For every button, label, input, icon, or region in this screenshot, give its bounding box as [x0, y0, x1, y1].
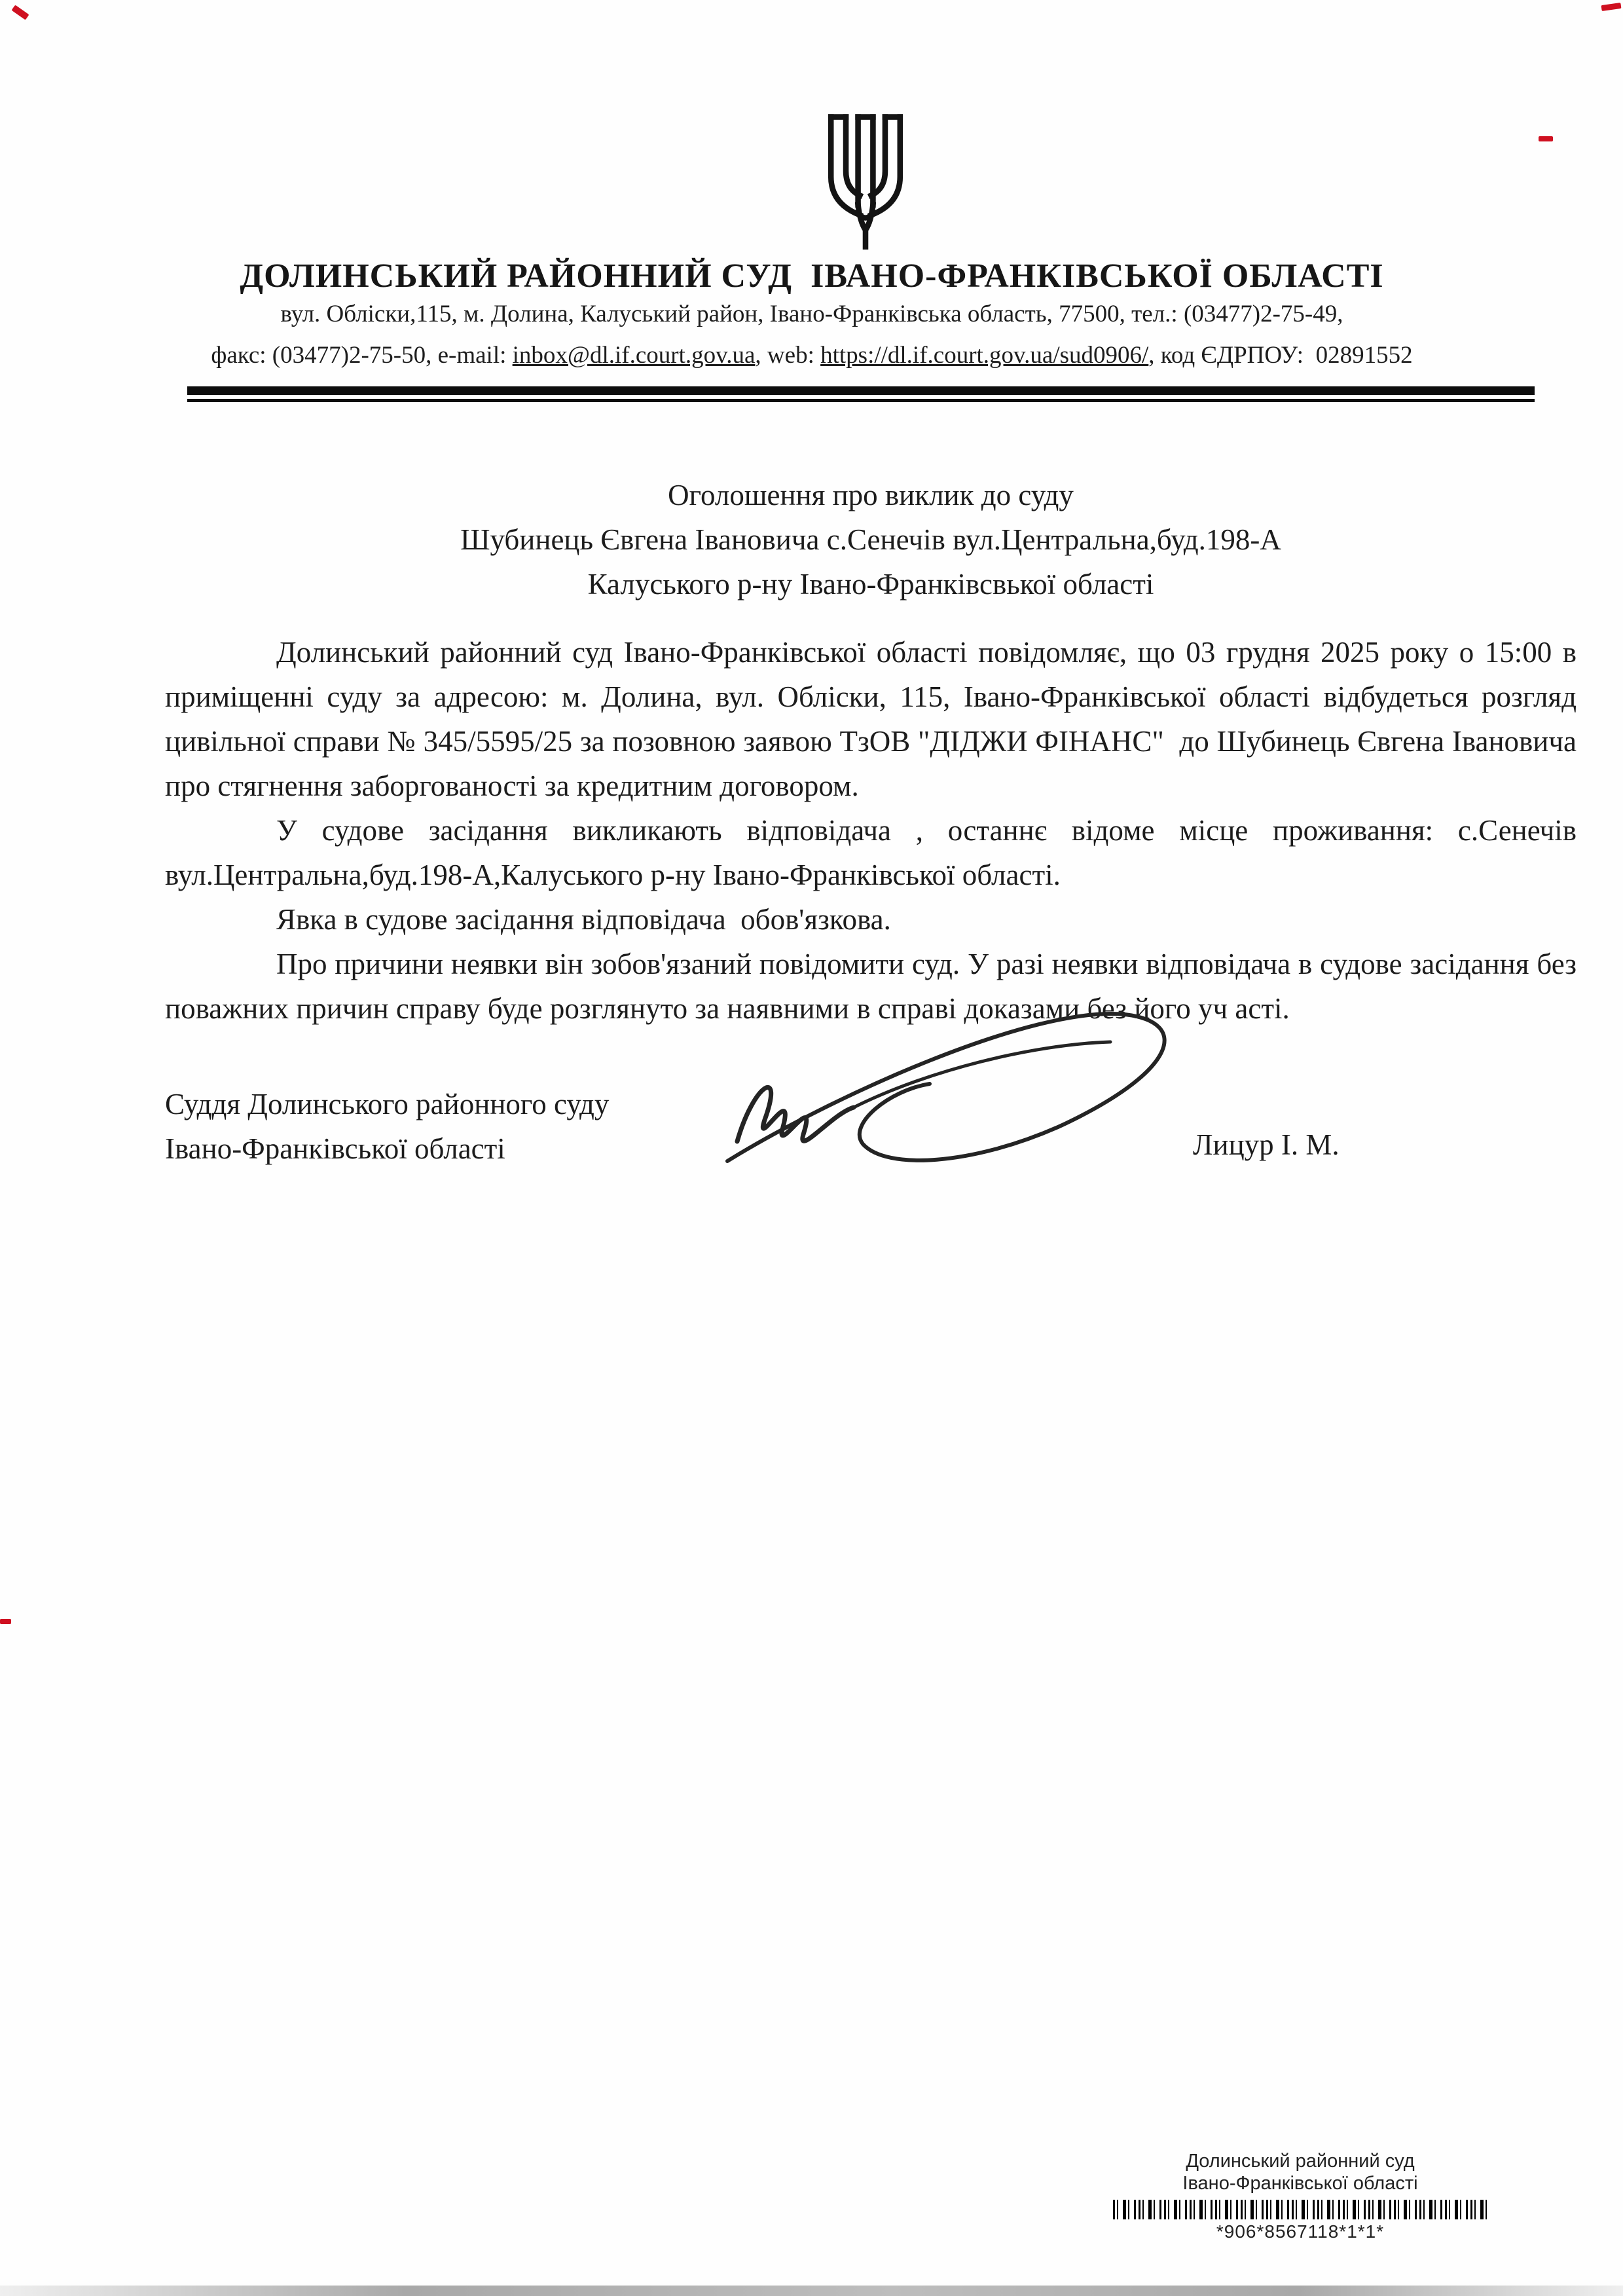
judge-name: Лицур І. М. — [1193, 1128, 1340, 1161]
court-name: ДОЛИНСЬКИЙ РАЙОННИЙ СУД ІВАНО-ФРАНКІВСЬКОЇ ОБЛАСТІ — [240, 257, 1384, 295]
judge-title-line1: Суддя Долинського районного суду — [165, 1088, 610, 1120]
red-scan-mark — [1601, 3, 1622, 11]
judge-title-block — [165, 1082, 609, 1171]
red-scan-mark — [0, 1619, 11, 1624]
web-label: , web: — [755, 342, 821, 369]
document-body — [165, 630, 1606, 1031]
scan-edge-artifact — [0, 2286, 1623, 2296]
red-scan-mark — [1539, 136, 1553, 141]
body-paragraph-summons: У судове засідання викликають відповідача , останнє відоме місце проживання: с.Сенечів вул.Центральна,буд.198-А,Калуського р-ну Івано-Франківської області. — [165, 814, 1584, 891]
judge-handwritten-signature — [691, 986, 1228, 1185]
email-link[interactable]: inbox@dl.if.court.gov.ua — [512, 342, 756, 369]
judge-title-line2: Івано-Франківської області — [165, 1132, 505, 1165]
red-scan-mark — [11, 5, 29, 20]
edrpou-code: , код ЄДРПОУ: 02891552 — [1148, 342, 1413, 369]
barcode — [1113, 2200, 1487, 2219]
fax-label: факс: (03477)2-75-50, e-mail: — [211, 342, 513, 369]
document-title-block — [165, 473, 1577, 606]
stamp-court-name: Долинський районний суд — [1186, 2151, 1415, 2172]
announcement-title: Оголошення про виклик до суду — [668, 479, 1074, 511]
ukraine-trident-emblem-icon — [814, 111, 917, 255]
website-link[interactable]: https://dl.if.court.gov.ua/sud0906/ — [820, 342, 1149, 369]
header-divider — [187, 386, 1535, 402]
body-paragraph-consequences: Про причини неявки він зобов'язаний повідомити суд. У разі неявки відповідача в судове засідання без поважних причин справу буде розглянуто за наявними в справі доказами без його уч асті. — [165, 948, 1584, 1025]
body-paragraph-attendance: Явка в судове засідання відповідача обов'язкова. — [276, 903, 891, 936]
body-paragraph-hearing-info: Долинський районний суд Івано-Франківської області повідомляє, що 03 грудня 2025 року о 15:00 в приміщенні суду за адресою: м. Долина, вул. Обліски, 115, Івано-Франківської області відбудеться розгляд цивільної справи № 345/5595/25 за позовною заявою ТзОВ "ДІДЖИ ФІНАНС" до Шубинець Євгена Івановича про стягнення заборгованості за кредитним договором. — [165, 636, 1606, 802]
barcode-text: *906*8567118*1*1* — [1216, 2221, 1385, 2242]
court-address-line: вул. Обліски,115, м. Долина, Калуський район, Івано-Франківська область, 77500, тел.: (03477)2-75-49, — [280, 301, 1343, 327]
registration-stamp — [1113, 2150, 1487, 2243]
defendant-district: Калуського р-ну Івано-Франківсвької області — [587, 568, 1154, 601]
court-contacts-line — [105, 341, 1519, 369]
stamp-court-region: Івано-Франківської області — [1182, 2173, 1418, 2194]
defendant-name-address: Шубинець Євгена Івановича с.Сенечів вул.Центральна,буд.198-А — [460, 523, 1281, 556]
